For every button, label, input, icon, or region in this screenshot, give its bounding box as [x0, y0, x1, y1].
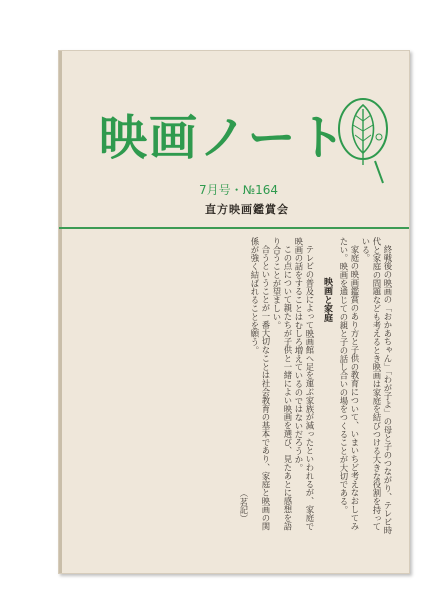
article-paragraph: 合うということが一番大切なことは社会教育の基本であり、家庭と映画の関係が強く結ばれることを願う。 [250, 237, 271, 531]
leaf-emblem-icon [333, 95, 393, 187]
article-paragraph: 家庭の映画鑑賞のあり方と子供の教育について、いまいちど考えなおしてみたい。映画を通じての親と子の話し合いの場をつくることが大切である。 [339, 237, 360, 531]
article-paragraph: テレビの普及によって映画館へ足を運ぶ家族が減ったといわれるが、家庭で映画の話をすることはむしろ増えているのではないだろうか。 [294, 237, 315, 531]
article-body [81, 237, 393, 537]
header-divider [59, 227, 409, 229]
article-signature: （茗記） [239, 489, 249, 523]
article-heading: 映画と家庭 [322, 277, 332, 322]
article-paragraph: この点について親たちが子供と一緒によい映画を選び、見たあとに感想を語り合うことが望ましい。 [272, 237, 293, 531]
issue-number: 7月号・№164 [199, 183, 279, 197]
booklet-page [58, 50, 410, 574]
masthead-title: 映画ノート [99, 110, 348, 166]
page-fold [59, 51, 62, 573]
article-paragraph: 終戦後の映画の「おかあちゃん」「わが子よ」の母と子のつながり、テレビ時代と家庭の問題なども考えるとき映画は家庭を結びつける大きな役割を持っている。 [361, 237, 393, 535]
publisher-name: 直方映画鑑賞会 [205, 203, 289, 216]
